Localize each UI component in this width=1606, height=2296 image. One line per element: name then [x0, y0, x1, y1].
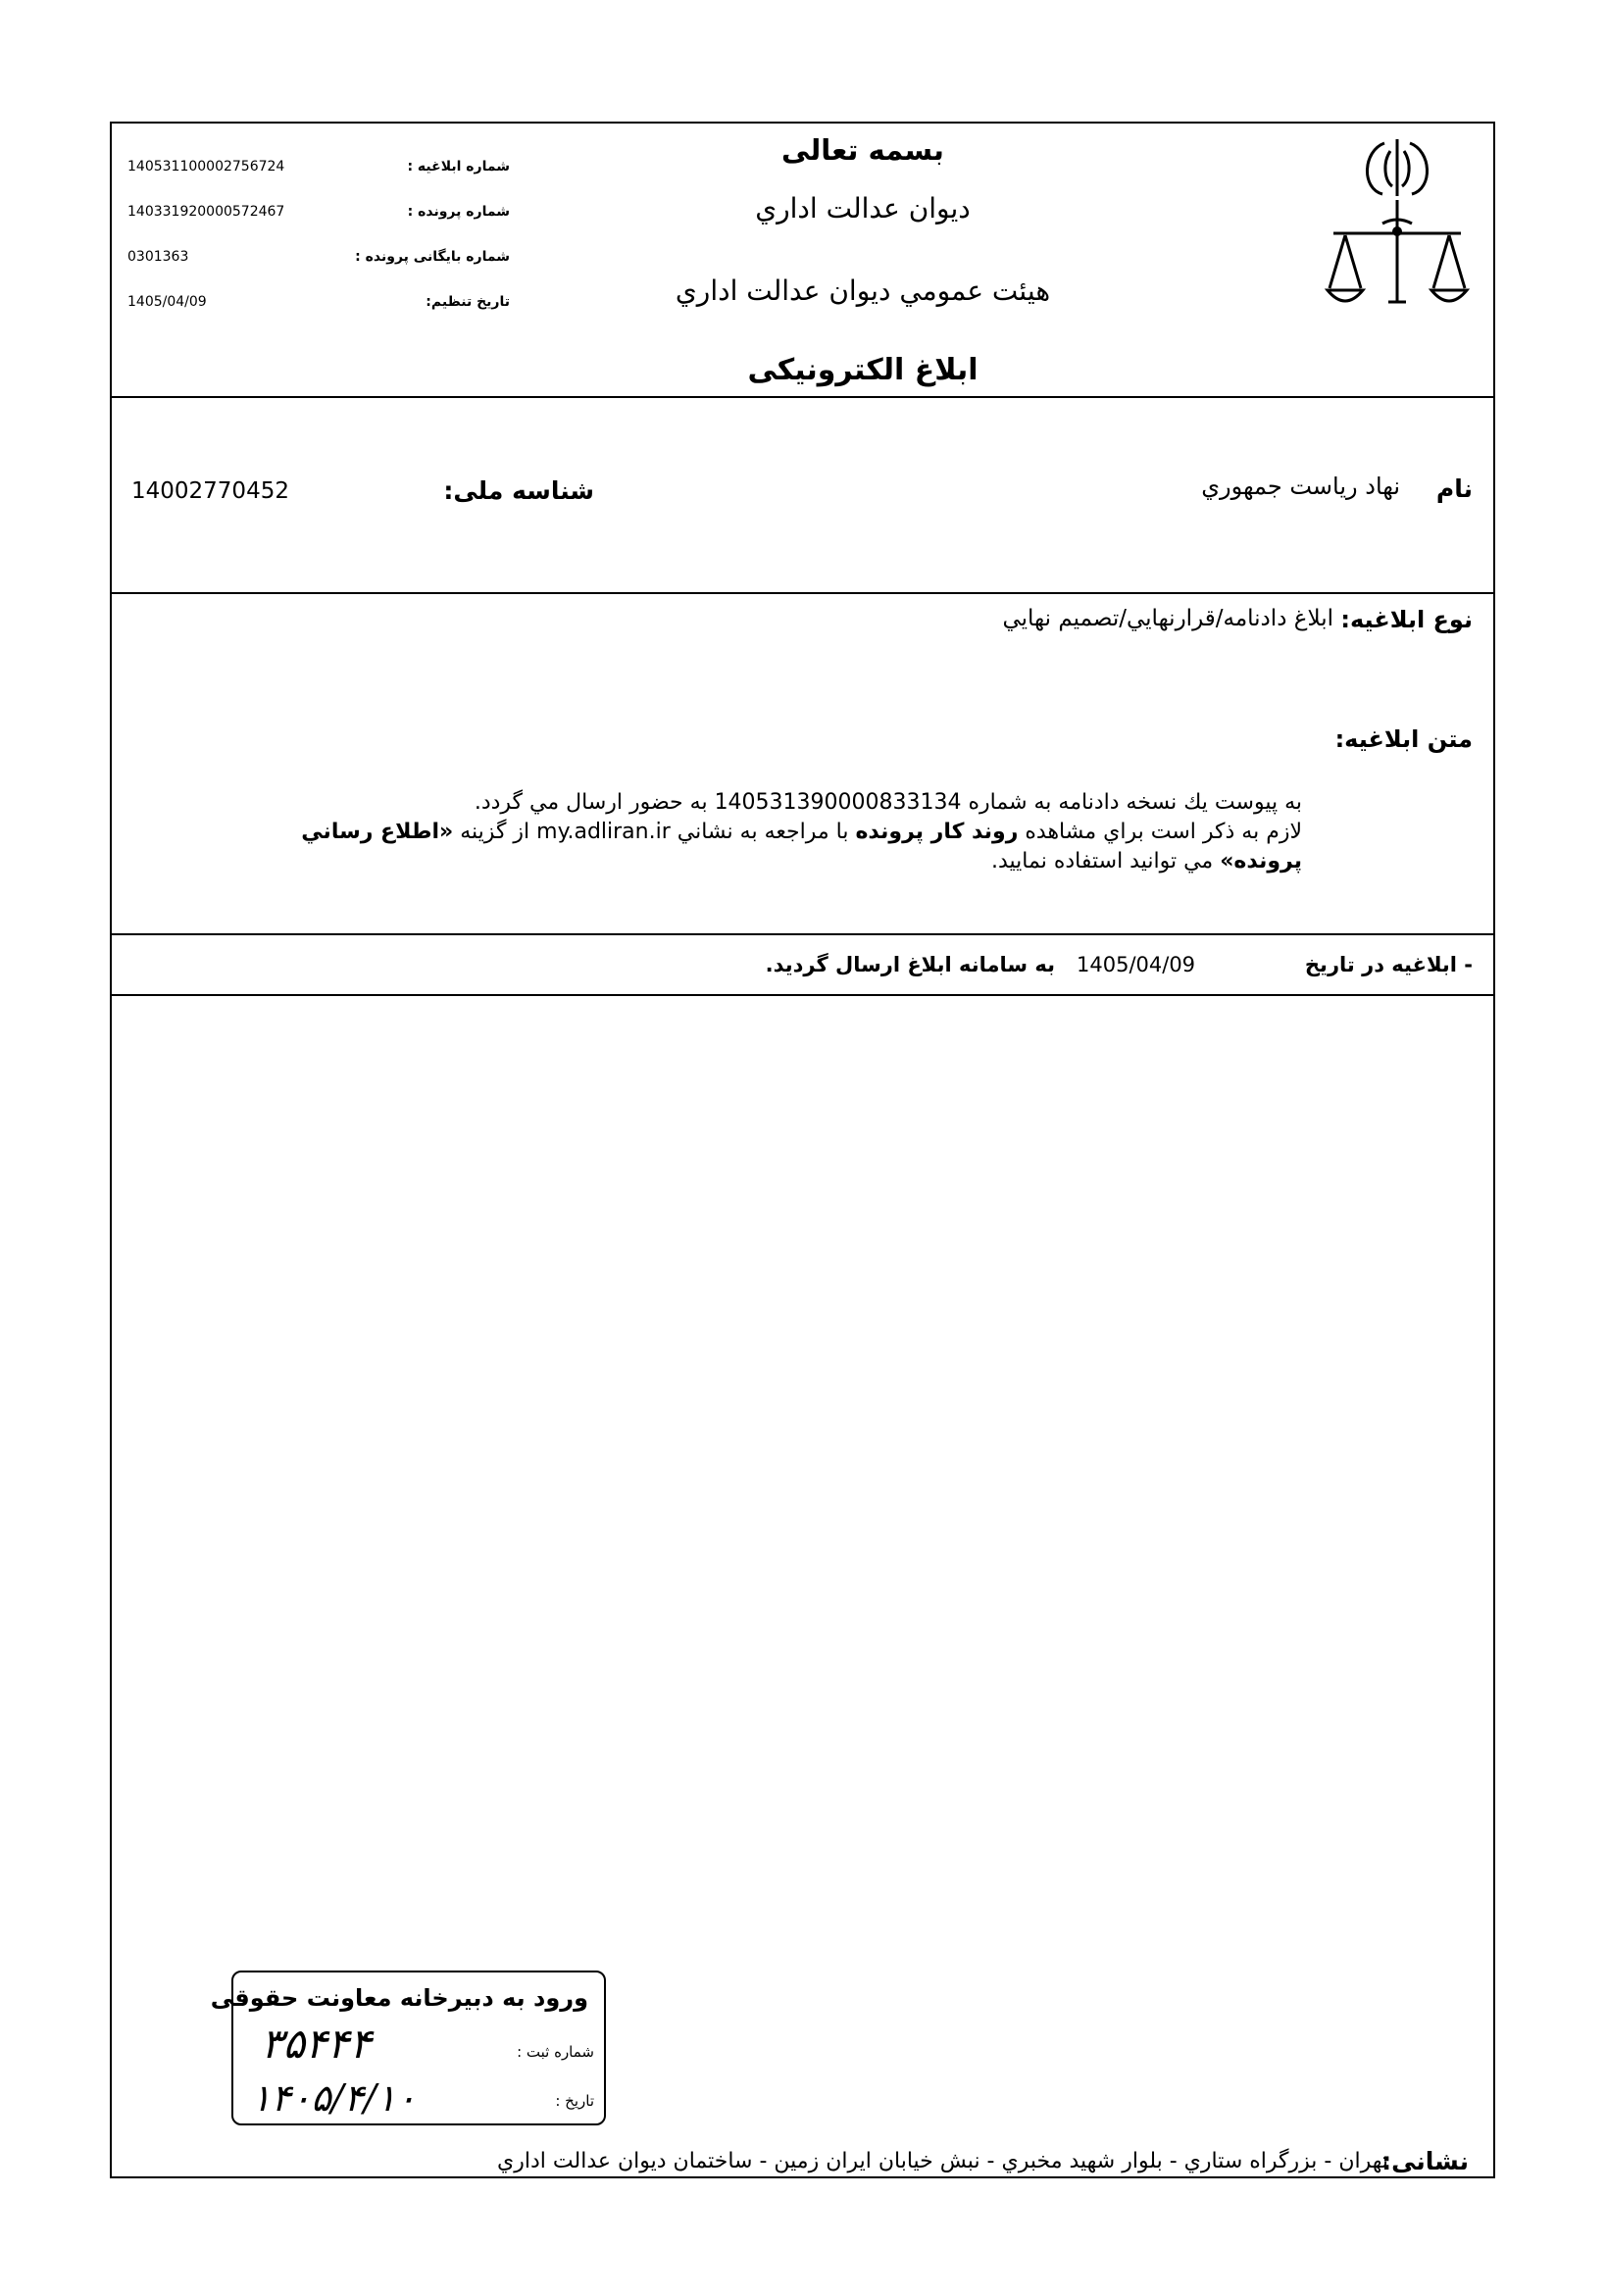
notice-info-option: «اطلاع رساني: [301, 820, 454, 844]
issue-date-label: تاریخ تنظیم:: [426, 294, 510, 310]
delivery-label: - ابلاغیه در تاریخ: [1304, 953, 1473, 976]
notice-number-value: 140531100002756724: [127, 159, 285, 175]
notice-line-3: [125, 847, 1302, 876]
notice-text-label: متن ابلاغیه:: [1334, 725, 1473, 753]
divider-notice: [110, 933, 1495, 935]
stamp-reg-value: ۳۵۴۴۴: [261, 2020, 372, 2068]
secretariat-stamp: [210, 1971, 606, 2125]
notice-line-2-part-a: لازم به ذكر است براي مشاهده: [1025, 820, 1302, 844]
delivery-suffix: به سامانه ابلاغ ارسال گرديد.: [765, 953, 1055, 976]
issue-date-value: 1405/04/09: [127, 294, 207, 310]
national-id-label: شناسه ملی:: [443, 476, 594, 505]
divider-header: [110, 396, 1495, 398]
file-number-label: شماره پرونده :: [407, 204, 510, 220]
notice-line-3-rest: مي توانيد استفاده نماييد.: [991, 849, 1214, 873]
notice-body: [125, 788, 1302, 876]
notice-case-progress: روند كار پرونده: [855, 820, 1019, 844]
stamp-date-value: ۱۴۰۵/۴/۱۰: [251, 2076, 417, 2120]
notice-info-option-cont: پرونده»: [1220, 849, 1302, 873]
divider-recipient: [110, 592, 1495, 594]
recipient-name-label: نام: [1435, 474, 1473, 503]
document-frame: [110, 122, 1495, 2178]
document-title: ابلاغ الكترونيكی: [747, 353, 979, 387]
archive-number-label: شماره بایگانی پرونده :: [355, 249, 510, 265]
notice-type-label: نوع ابلاغیه:: [1340, 606, 1473, 633]
board-name: هيئت عمومي ديوان عدالت اداري: [675, 275, 1051, 307]
bismillah-heading: بسمه تعالی: [781, 133, 944, 167]
notice-type-value: ابلاغ دادنامه/قرارنهايي/تصميم نهايي: [1002, 606, 1333, 631]
address-text: تهران - بزرگراه ستاري - بلوار شهيد مخبري - نبش خيابان ايران زمين - ساختمان ديوان عدالت اداري: [497, 2149, 1388, 2173]
emblem-icon: [1324, 129, 1471, 316]
national-id-value: 14002770452: [131, 478, 289, 504]
address-label: نشانی:: [1381, 2147, 1469, 2175]
stamp-date-label: تاریخ :: [555, 2092, 594, 2110]
organization-name: ديوان عدالت اداري: [755, 192, 971, 225]
delivery-date: 1405/04/09: [1077, 953, 1196, 976]
stamp-reg-label: شماره ثبت :: [517, 2043, 594, 2061]
notice-line-2: [125, 818, 1302, 847]
archive-number-value: 0301363: [127, 249, 189, 265]
recipient-name: نهاد رياست جمهوري: [1201, 473, 1400, 500]
stamp-title: ورود به دبیرخانه معاونت حقوقی: [210, 1984, 588, 2012]
divider-delivery: [110, 994, 1495, 996]
file-number-value: 140331920000572467: [127, 204, 285, 220]
notice-line-1: به پيوست يك نسخه دادنامه به شماره 140531390000833134 به حضور ارسال مي گردد.: [474, 790, 1302, 815]
notice-number-label: شماره ابلاغیه :: [407, 159, 510, 175]
notice-line-2-part-b: با مراجعه به نشاني my.adliran.ir از گزينه: [460, 820, 849, 844]
